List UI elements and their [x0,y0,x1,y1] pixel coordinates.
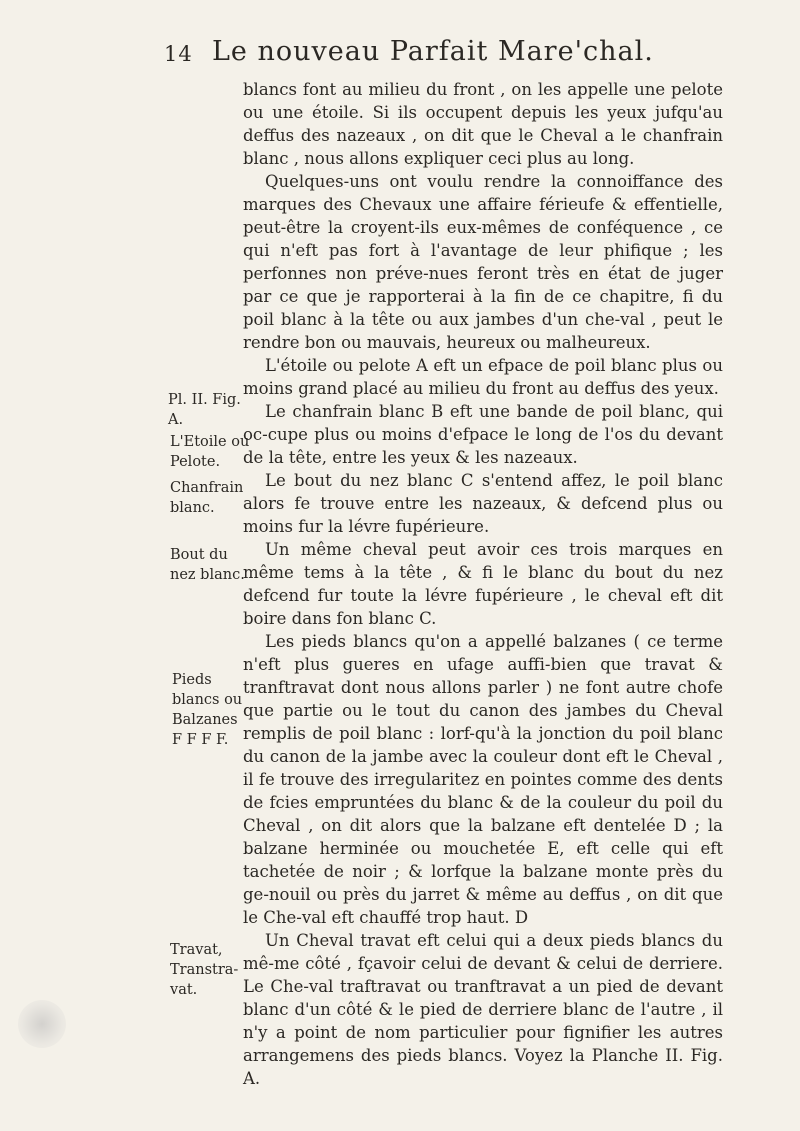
paper-stain [18,1000,66,1048]
body-text [243,78,723,1090]
margin-note-chanfrain: Chanfrain blanc. [170,480,244,516]
margin-note-bout-du-nez: Bout du nez blanc. [170,547,245,583]
page-number: 14 [164,42,193,66]
paragraph: L'étoile ou pelote A eft un efpace de poil blanc plus ou moins grand placé au milieu du front au deffus des yeux. [243,356,723,398]
paragraph: Un Cheval travat eft celui qui a deux pieds blancs du mê-me côté , fçavoir celui de devant & celui de derriere. Le Che-val traftravat ou tranftravat a un pied de devant blanc d'un côté & le pied de derriere blanc de l'autre , il n'y a point de nom particulier pour fignifier les autres arrangemens des pieds blancs. Voyez la Planche II. Fig. A. [243,931,723,1088]
paragraph: Le bout du nez blanc C s'entend affez, le poil blanc alors fe trouve entre les nazeaux, & defcend plus ou moins fur la lévre fupérieure. [243,471,723,536]
margin-note-travat: Travat, Transtra- vat. [170,942,239,998]
page-header [164,34,724,74]
paragraph: Un même cheval peut avoir ces trois marques en même tems à la tête , & fi le blanc du bout du nez defcend fur toute la lévre fupérieure , le cheval eft dit boire dans fon blanc C. [243,540,723,628]
paragraph: Quelques-uns ont voulu rendre la connoiffance des marques des Chevaux une affaire férieufe & effentielle, peut-être la croyent-ils eux-mêmes de conféquence , ce qui n'eft pas fort à l'avantage de leur phifique ; les perfonnes non préve-nues feront très en état de juger par ce que je rapporterai à la fin de ce chapitre, fi du poil blanc à la tête ou aux jambes d'un che-val , peut le rendre bon ou mauvais, heureux ou malheureux. [243,172,723,352]
paragraph: Les pieds blancs qu'on a appellé balzanes ( ce terme n'eft plus gueres en ufage auffi-bien que travat & tranftravat dont nous allons parler ) ne font autre chofe que partie ou le tout du canon des jambes du Cheval remplis de poil blanc : lorf-qu'à la jonction du poil blanc du canon de la jambe avec la couleur dont eft le Cheval , il fe trouve des irregularitez en pointes comme des dents de fcies empruntées du blanc & de la couleur du poil du Cheval , on dit alors que la balzane eft dentelée D ; la balzane herminée ou mouchetée E, eft celle qui eft tachetée de noir ; & lorfque la balzane monte près du ge-nouil ou près du jarret & même au deffus , on dit que le Che-val eft chauffé trop haut. D [243,632,723,927]
paragraph: Le chanfrain blanc B eft une bande de poil blanc, qui oc-cupe plus ou moins d'efpace le long de l'os du devant de la tête, entre les yeux & les nazeaux. [243,402,723,467]
margin-note-pieds-blancs: Pieds blancs ou Balzanes F F F F. [172,672,243,748]
paragraph: blancs font au milieu du front , on les appelle une pelote ou une étoile. Si ils occupent depuis les yeux jufqu'au deffus des nazeaux , on dit que le Cheval a le chanfrain blanc , nous allons expliquer ceci plus au long. [243,80,723,168]
margin-note-etoile: L'Etoile ou Pelote. [170,434,250,470]
running-title: Le nouveau Parfait Mare'chal. [212,36,654,67]
margin-note-plate-ref: Pl. II. Fig. A. [168,392,241,428]
